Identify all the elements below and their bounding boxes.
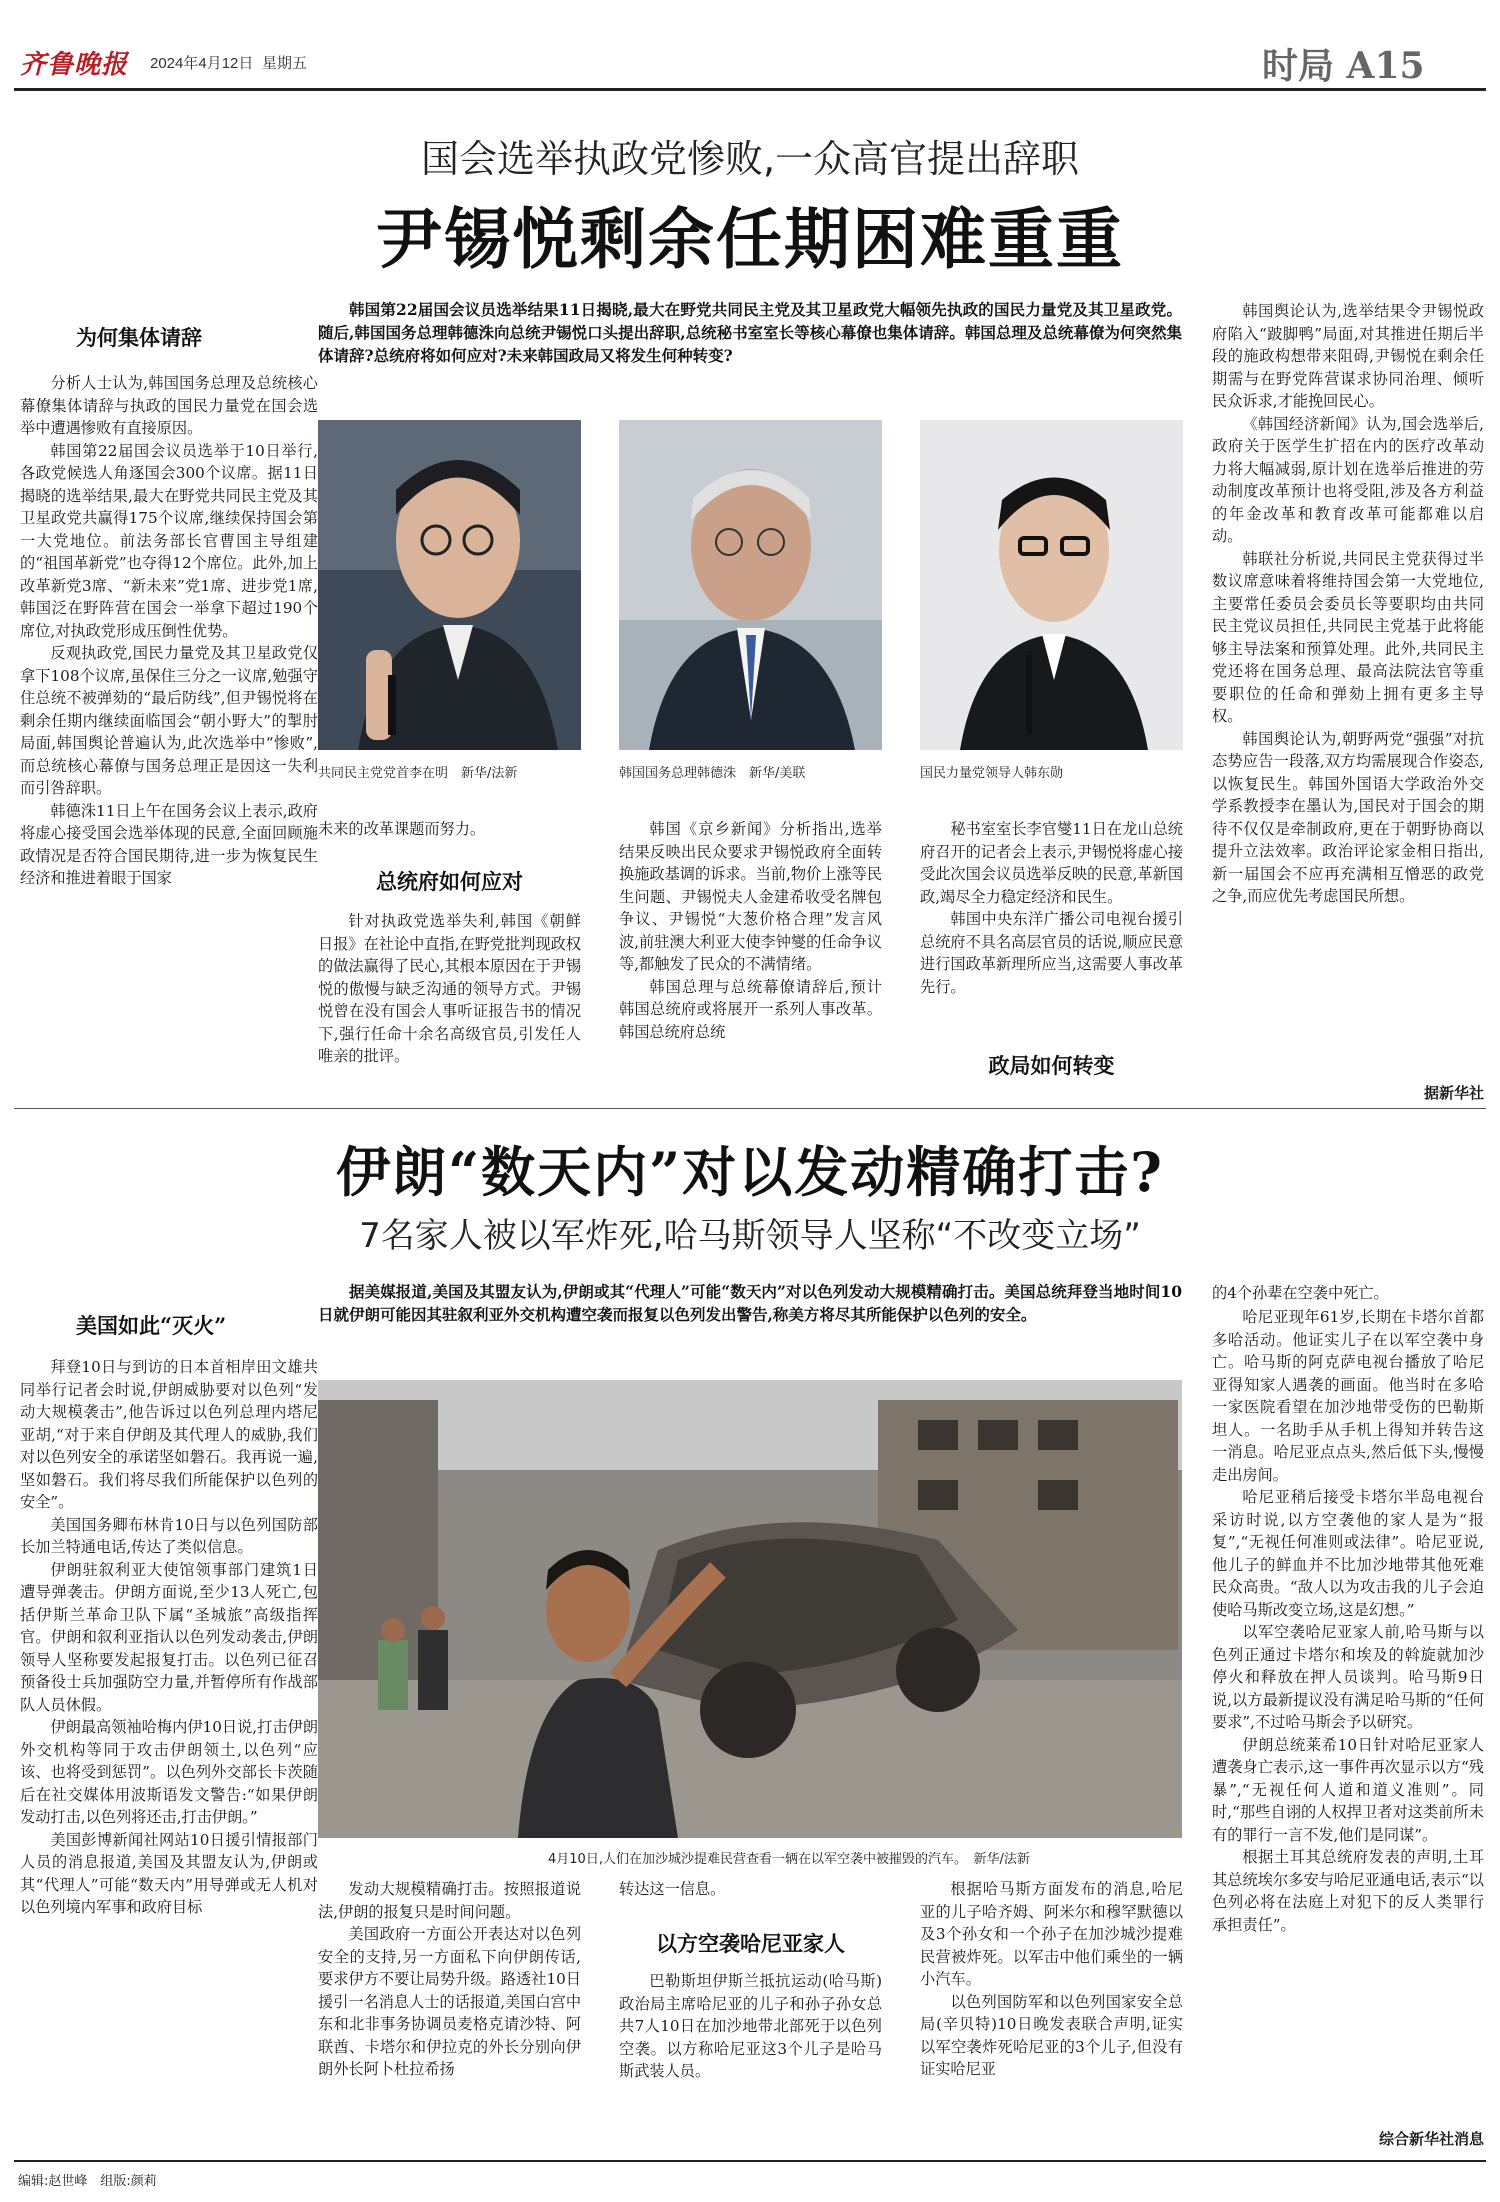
paragraph: 韩德洙11日上午在国务会议上表示,政府将虚心接受国会选举体现的民意,全面回顾施政情况是否符合国民期待,进一步为恢复民生经济和推进着眼于国家 xyxy=(20,801,318,887)
paragraph: 美国彭博新闻社网站10日援引情报部门人员的消息报道,美国及其盟友认为,伊朗或其“代理人”可能“数天内”用导弹或无人机对以色列境内军事和政府目标 xyxy=(20,1830,318,1916)
portrait-image xyxy=(318,420,581,750)
caption-han-dong-hoon: 国民力量党领导人韩东勋 xyxy=(920,766,1064,781)
photo-han-duck-soo xyxy=(619,420,882,750)
story2-byline: 综合新华社消息 xyxy=(1378,2130,1484,2148)
section-page-label: 时局 A15 xyxy=(1262,45,1425,87)
paragraph: 巴勒斯坦伊斯兰抵抗运动(哈马斯)政治局主席哈尼亚的儿子和孙子孙女总共7人10日在加沙地带北部死于以色列空袭。以方称哈尼亚这3个儿子是哈马斯武装人员。 xyxy=(619,1972,882,2080)
photo-gaza-destroyed-car xyxy=(318,1380,1182,1838)
paragraph: 拜登10日与到访的日本首相岸田文雄共同举行记者会时说,伊朗威胁要对以色列“发动大规模袭击”,他告诉过以色列总理内塔尼亚胡,“对于来自伊朗及其代理人的威胁,我们对以色列安全的承诺坚如磐石。我再说一遍,坚如磐石。我们将尽我们所能保护以色列的安全”。 xyxy=(20,1358,318,1511)
story2-col3-top-text: 转达这一信息。 xyxy=(619,1880,726,1898)
story2-col1-body xyxy=(20,1356,318,1919)
paragraph: 反观执政党,国民力量党及其卫星政党仅拿下108个议席,虽保住三分之一议席,勉强守住总统不被弹劾的“最后防线”,但尹锡悦将在剩余任期内继续面临国会“朝小野大”的掣肘局面,韩国舆论普遍认为,此次选举中“惨败”,而总统核心幕僚与国务总理正是因这一失利而引咎辞职。 xyxy=(20,644,318,797)
paragraph: 哈尼亚稍后接受卡塔尔半岛电视台采访时说,以方空袭他的家人是为“报复”,“无视任何准则或法律”。哈尼亚说,他儿子的鲜血并不比加沙地带其他死难民众高贵。“敌人以为攻击我的儿子会迫使哈马斯改变立场,这是幻想。” xyxy=(1212,1488,1484,1619)
story2-col3-heading: 以方空袭哈尼亚家人 xyxy=(656,1931,845,1956)
paragraph: 根据哈马斯方面发布的消息,哈尼亚的儿子哈齐姆、阿米尔和穆罕默德以及3个孙女和一个孙子在加沙城沙提难民营被炸死。以军击中他们乘坐的一辆小汽车。 xyxy=(920,1880,1183,1988)
paragraph: 根据土耳其总统府发表的声明,土耳其总统埃尔多安与哈尼亚通电话,表示“以色列必将在法庭上对犯下的反人类罪行承担责任”。 xyxy=(1212,1848,1484,1934)
story2-col2-body xyxy=(318,1878,581,2081)
story2-col3-body xyxy=(619,1970,882,2083)
story2-photo-caption: 4月10日,人们在加沙城沙提难民营查看一辆在以军空袭中被摧毁的汽车。 新华/法新 xyxy=(548,1852,1030,1867)
caption-han-duck-soo: 韩国国务总理韩德洙 新华/美联 xyxy=(619,766,806,781)
paragraph: 韩国第22届国会议员选举于10日举行,各政党候选人角逐国会300个议席。据11日揭晓的选举结果,最大在野党共同民主党及其卫星政党共赢得175个议席,继续保持国会第一大党地位。前法务部长官曹国主导组建的“祖国革新党”也夺得12个席位。此外,加上改革新党3席、“新未来”党1席、进步党1席,韩国泛在野阵营在国会一举拿下超过190个席位,对执政党形成压倒性优势。 xyxy=(20,441,318,640)
footer-rule xyxy=(14,2160,1486,2162)
paragraph: 哈尼亚现年61岁,长期在卡塔尔首都多哈活动。他证实儿子在以军空袭中身亡。哈马斯的阿克萨电视台播放了哈尼亚得知家人遇袭的画面。他当时在多哈一家医院看望在加沙地带受伤的巴勒斯坦人。一名助手从手机上得知并转告这一消息。哈尼亚点点头,然后低下头,慢慢走出房间。 xyxy=(1212,1308,1484,1484)
gaza-scene-image xyxy=(318,1380,1182,1838)
paragraph: 韩国舆论认为,朝野两党“强强”对抗态势应告一段落,双方均需展现合作姿态,以恢复民生。韩国外国语大学政治外交学系教授李在墨认为,国民对于国会的期待不仅仅是牵制政府,更在于朝野协商以提升立法效率。政治评论家金相日指出,新一届国会不应再充满相互憎恶的政党之争,而应优先考虑国民所想。 xyxy=(1212,729,1484,905)
story2-col3-top xyxy=(619,1878,882,1901)
paragraph: 分析人士认为,韩国国务总理及总统核心幕僚集体请辞与执政的国民力量党在国会选举中遭遇惨败有直接原因。 xyxy=(20,374,318,437)
story1-headline: 尹锡悦剩余任期困难重重 xyxy=(376,200,1124,278)
paragraph: 以色列国防军和以色列国家安全总局(辛贝特)10日晚发表联合声明,证实以军空袭炸死哈尼亚的3个儿子,但没有证实哈尼亚 xyxy=(920,1992,1183,2078)
story1-kicker: 国会选举执政党惨败,一众高官提出辞职 xyxy=(420,137,1080,181)
paragraph: 《韩国经济新闻》认为,国会选举后,政府关于医学生扩招在内的医疗改革动力将大幅减弱,原计划在选举后推进的劳动制度改革预计也将受阻,涉及各方利益的年金改革和教育改革可能都难以启动。 xyxy=(1212,414,1484,545)
photo-han-dong-hoon xyxy=(920,420,1183,750)
story1-col1-body xyxy=(20,372,318,890)
paragraph: 韩国舆论认为,选举结果令尹锡悦政府陷入“跛脚鸭”局面,对其推进任期后半段的施政构想带来阻碍,尹锡悦在剩余任期需与在野党阵营谋求协同治理、倾听民众诉求,才能挽回民心。 xyxy=(1212,302,1484,410)
paragraph: 以军空袭哈尼亚家人前,哈马斯与以色列正通过卡塔尔和埃及的斡旋就加沙停火和释放在押人员谈判。哈马斯9日说,以方最新提议没有满足哈马斯的“任何要求”,不过哈马斯会予以研究。 xyxy=(1212,1623,1484,1731)
portrait-image xyxy=(920,420,1183,750)
paragraph: 美国国务卿布林肯10日与以色列国防部长加兰特通电话,传达了类似信息。 xyxy=(20,1515,318,1556)
story1-col2-body xyxy=(318,910,581,1068)
story1-col3-body xyxy=(619,818,882,1043)
paragraph: 针对执政党选举失利,韩国《朝鲜日报》在社论中直指,在野党批判现政权的做法赢得了民心,其根本原因在于尹锡悦的傲慢与缺乏沟通的领导方式。尹锡悦曾在没有国会人事听证报告书的情况下,强行任命十余名高级官员,引发任人唯亲的批评。 xyxy=(318,912,582,1065)
story2-col4-body xyxy=(920,1878,1183,2081)
newspaper-logo: 齐鲁晚报 xyxy=(20,50,129,80)
story2-col5-top xyxy=(1212,1282,1484,1305)
paragraph: 韩联社分析说,共同民主党获得过半数议席意味着将维持国会第一大党地位,主要常任委员会委员长等要职均由共同民主党议员担任,共同民主党基于此将能够主导法案和预算处理。此外,共同民主党还将在国务总理、最高法院法官等重要职位的任命和弹劾上拥有更多主导权。 xyxy=(1212,549,1484,725)
paragraph: 伊朗驻叙利亚大使馆领事部门建筑1日遭导弹袭击。伊朗方面说,至少13人死亡,包括伊斯兰革命卫队下属“圣城旅”高级指挥官。伊朗和叙利亚指认以色列发动袭击,伊朗领导人坚称要发起报复打击。以色列已征召预备役士兵加强防空力量,并暂停所有作战部队人员休假。 xyxy=(20,1560,318,1714)
story1-lede: 韩国第22届国会议员选举结果11日揭晓,最大在野党共同民主党及其卫星政党大幅领先执政的国民力量党及其卫星政党。随后,韩国国务总理韩德洙向总统尹锡悦口头提出辞职,总统秘书室室长等核心幕僚也集体请辞。韩国总理及总统幕僚为何突然集体请辞?总统府将如何应对?未来韩国政局又将发生何种转变? xyxy=(318,300,1182,365)
story1-col5-body xyxy=(1212,300,1484,908)
paragraph: 韩国中央东洋广播公司电视台援引总统府不具名高层官员的话说,顺应民意进行国政革新理所应当,这需要人事改革先行。 xyxy=(920,910,1184,996)
story2-col5-top-text: 的4个孙辈在空袭中死亡。 xyxy=(1212,1284,1389,1302)
masthead-rule xyxy=(14,88,1486,91)
paragraph: 发动大规模精确打击。按照报道说法,伊朗的报复只是时间问题。 xyxy=(318,1880,581,1921)
paragraph: 伊朗总统莱希10日针对哈尼亚家人遭袭身亡表示,这一事件再次显示以方“残暴”,“无视任何人道和道义准则”。同时,“那些自诩的人权捍卫者对这类前所未有的罪行一言不发,他们是同谋”。 xyxy=(1212,1735,1484,1844)
editor-credit: 编辑:赵世峰 组版:颜莉 xyxy=(18,2174,157,2189)
story2-headline: 伊朗“数天内”对以发动精确打击? xyxy=(336,1140,1164,1204)
photo-lee-jae-myung xyxy=(318,420,581,750)
issue-weekday: 星期五 xyxy=(262,55,308,72)
paragraph: 伊朗最高领袖哈梅内伊10日说,打击伊朗外交机构等同于攻击伊朗领土,以色列“应该、也将受到惩罚”。以色列外交部长卡茨随后在社交媒体用波斯语发文警告:“如果伊朗发动打击,以色列将还击,打击伊朗。” xyxy=(20,1718,318,1826)
issue-date: 2024年4月12日 xyxy=(150,55,254,72)
story1-col2-top-text: 未来的改革课题而努力。 xyxy=(318,820,486,838)
story2-col1-heading: 美国如此“灭火” xyxy=(76,1313,227,1338)
story1-byline: 据新华社 xyxy=(1423,1084,1484,1102)
story1-col2-heading: 总统府如何应对 xyxy=(376,869,523,894)
paragraph: 美国政府一方面公开表达对以色列安全的支持,另一方面私下向伊朗传话,要求伊方不要让局势升级。路透社10日援引一名消息人士的话报道,美国白宫中东和北非事务协调员麦格克请沙特、阿联酋、卡塔尔和伊拉克的外长分别向伊朗外长阿卜杜拉希扬 xyxy=(318,1925,582,2078)
story1-col4-body xyxy=(920,818,1183,998)
caption-lee: 共同民主党党首李在明 新华/法新 xyxy=(318,766,518,781)
paragraph: 韩国总理与总统幕僚请辞后,预计韩国总统府或将展开一系列人事改革。韩国总统府总统 xyxy=(619,977,882,1041)
story2-col5-body xyxy=(1212,1306,1484,1936)
story1-col1-heading: 为何集体请辞 xyxy=(76,325,202,350)
paragraph: 韩国《京乡新闻》分析指出,选举结果反映出民众要求尹锡悦政府全面转换施政基调的诉求。当前,物价上涨等民生问题、尹锡悦夫人金建希收受名牌包争议、尹锡悦“大葱价格合理”发言风波,前驻澳大利亚大使李钟燮的任命争议等,都触发了民众的不满情绪。 xyxy=(619,820,883,973)
story1-col4-heading: 政局如何转变 xyxy=(988,1053,1115,1078)
story-divider xyxy=(14,1108,1486,1109)
paragraph: 秘书室室长李官燮11日在龙山总统府召开的记者会上表示,尹锡悦将虚心接受此次国会议员选举反映的民意,革新国政,竭尽全力稳定经济和民生。 xyxy=(920,820,1184,906)
story2-lede: 据美媒报道,美国及其盟友认为,伊朗或其“代理人”可能“数天内”对以色列发动大规模精确打击。美国总统拜登当地时间10日就伊朗可能因其驻叙利亚外交机构遭空袭而报复以色列发出警告,称美方将尽其所能保护以色列的安全。 xyxy=(318,1282,1182,1324)
story1-col2-top xyxy=(318,818,581,841)
portrait-image xyxy=(619,420,882,750)
story2-subtitle: 7名家人被以军炸死,哈马斯领导人坚称“不改变立场” xyxy=(359,1216,1141,1256)
